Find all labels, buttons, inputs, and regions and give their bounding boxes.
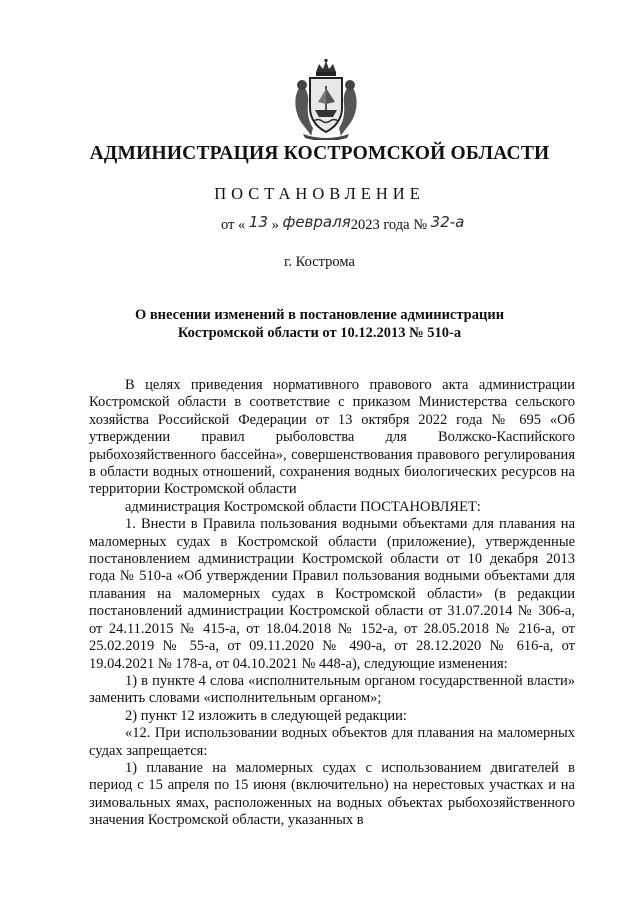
title-line-1: О внесении изменений в постановление администрации xyxy=(134,307,505,323)
document-body xyxy=(89,377,575,830)
paragraph-point-12-1: 1) плавание на маломерных судах с использованием двигателей в период с 15 апреля по 15 июня (включительно) на нерестовых участках и на зимовальных ямах, расположенных на водных объектах рыбохозяйственного значения Костромской области, указанных в xyxy=(89,759,575,829)
paragraph-decree: администрация Костромской области ПОСТАНОВЛЯЕТ: xyxy=(125,498,481,515)
handwritten-number: 32-а xyxy=(430,213,465,231)
handwritten-month: февраля xyxy=(282,213,351,231)
paragraph-subitem-2: 2) пункт 12 изложить в следующей редакции: xyxy=(125,707,407,724)
city: г. Кострома xyxy=(284,254,355,270)
coat-of-arms-icon xyxy=(289,58,363,140)
paragraph-item-1: 1. Внести в Правила пользования водными объектами для плавания на маломерных судах в Костромской области (приложение), утвержденные постановлением администрации Костромской области от 10 декабря 2013 года № 510-а «Об утверждении Правил пользования водными объектами для плавания на маломерных судах в Костромской области» (в редакции постановлений администрации Костромской области от 31.07.2014 № 306-а, от 24.11.2015 № 415-а, от 18.04.2018 № 152-а, от 28.05.2018 № 216-а, от 25.02.2019 № 55-а, от 09.11.2020 № 490-а, от 28.12.2020 № 616-а, от 19.04.2021 № 178-а, от 04.10.2021 № 448-а), следующие изменения: xyxy=(89,516,575,672)
paragraph-preamble: В целях приведения нормативного правового акта администрации Костромской области в соответствие с приказом Министерства сельского хозяйства Российской Федерации от 13 октября 2022 года № 695 «Об утверждении правил рыболовства для Волжско-Каспийского рыбохозяйственного бассейна», совершенствования правового регулирования в области водных отношений, сохранения водных биологических ресурсов на территории Костромской области xyxy=(89,377,575,498)
document-type: ПОСТАНОВЛЕНИЕ xyxy=(214,184,425,203)
paragraph-subitem-1: 1) в пункте 4 слова «исполнительным органом государственной власти» заменить словами «исполнительным органом»; xyxy=(89,672,575,707)
date-separator: » xyxy=(271,217,279,233)
date-number-line xyxy=(221,215,464,234)
year-and-number-label: 2023 года № xyxy=(350,217,428,233)
organization-name: АДМИНИСТРАЦИЯ КОСТРОМСКОЙ ОБЛАСТИ xyxy=(89,143,550,164)
date-prefix: от « xyxy=(221,217,246,233)
document-title xyxy=(0,306,639,342)
title-line-2: Костромской области от 10.12.2013 № 510-а xyxy=(177,325,462,341)
handwritten-day: 13 xyxy=(248,213,268,231)
paragraph-point-12: «12. При использовании водных объектов для плавания на маломерных судах запрещается: xyxy=(89,725,575,759)
